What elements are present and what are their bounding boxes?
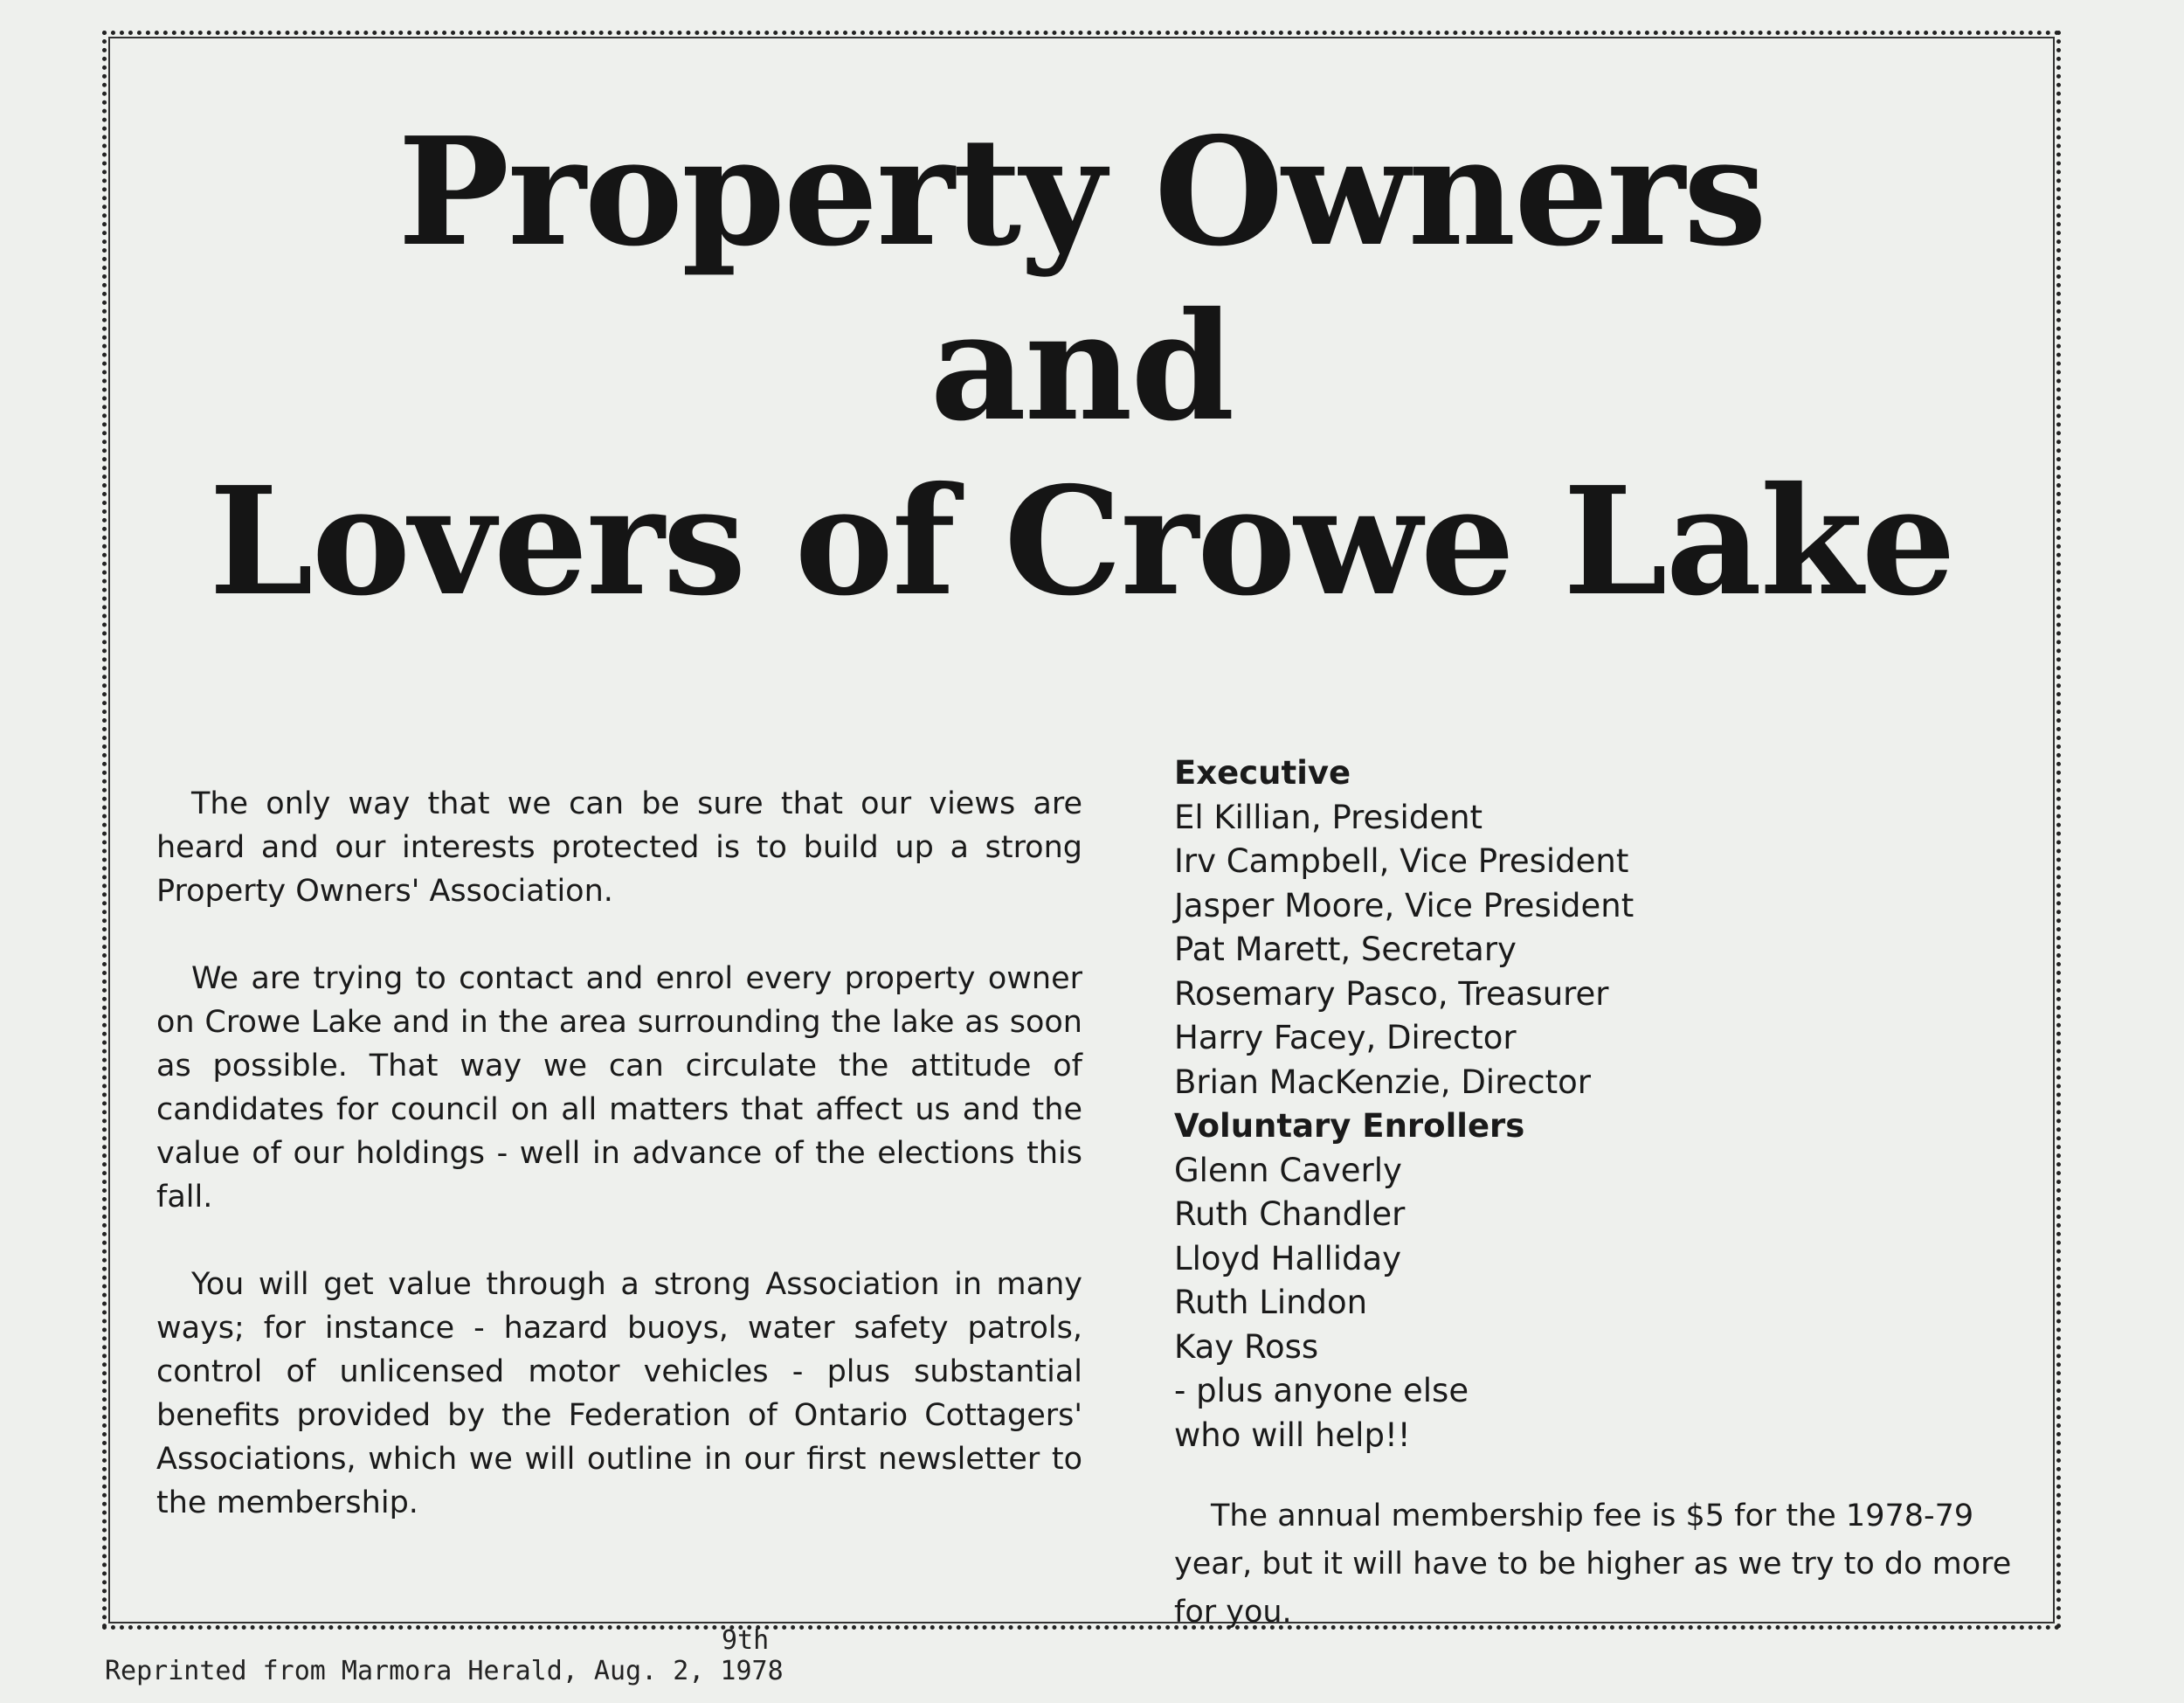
body-paragraph: We are trying to contact and enrol every property owner on Crowe Lake and in the area surrounding the lake as soon as possible. That way we can circulate the attitude of candidates for council on all matters that affect us and the value of our holdings - well in advance of the elections this fall. <box>156 961 1082 1215</box>
executive-list <box>1174 751 2048 1637</box>
headline-line-2: and <box>930 280 1234 454</box>
membership-fee-note: The annual membership fee is $5 for the 1978-79 year, but it will have to be higher as we try to do more for you. <box>1174 1499 2012 1630</box>
executive-member: Rosemary Pasco, Treasurer <box>1174 974 1609 1013</box>
enroller-name: who will help!! <box>1174 1416 1411 1454</box>
headline-line-3: Lovers of Crowe Lake <box>209 454 1954 629</box>
enroller-name: Ruth Chandler <box>1174 1195 1406 1233</box>
body-paragraph: You will get value through a strong Association in many ways; for instance - hazard buoys, water safety patrols, control of unlicensed motor vehicles - plus substantial benefits provided by the Federation of Ontario Cottagers' Associations, which we will outline in our first newsletter to the membership. <box>156 1267 1082 1520</box>
reprint-credit: Reprinted from Marmora Herald, Aug. 2, 1978 <box>105 1656 784 1686</box>
enroller-name: Glenn Caverly <box>1174 1151 1402 1189</box>
headline <box>107 105 2056 629</box>
body-text <box>156 782 1082 1568</box>
enroller-name: Kay Ross <box>1174 1327 1319 1366</box>
enroller-name: Lloyd Halliday <box>1174 1239 1402 1277</box>
executive-heading: Executive <box>1174 754 1351 792</box>
advertisement-frame <box>102 31 2061 1630</box>
executive-member: El Killian, President <box>1174 798 1483 836</box>
date-correction: 9th <box>722 1625 770 1656</box>
enroller-name: - plus anyone else <box>1174 1372 1469 1409</box>
body-paragraph: The only way that we can be sure that our views are heard and our interests protected is to build up a strong Property Owners' Association. <box>156 786 1082 909</box>
headline-line-1: Property Owners <box>397 105 1766 280</box>
enroller-name: Ruth Lindon <box>1174 1284 1368 1321</box>
executive-member: Harry Facey, Director <box>1174 1019 1517 1056</box>
enrollers-heading: Voluntary Enrollers <box>1174 1107 1525 1145</box>
executive-member: Brian MacKenzie, Director <box>1174 1063 1591 1101</box>
executive-member: Jasper Moore, Vice President <box>1174 886 1635 924</box>
executive-member: Pat Marett, Secretary <box>1174 931 1517 968</box>
executive-member: Irv Campbell, Vice President <box>1174 842 1629 880</box>
